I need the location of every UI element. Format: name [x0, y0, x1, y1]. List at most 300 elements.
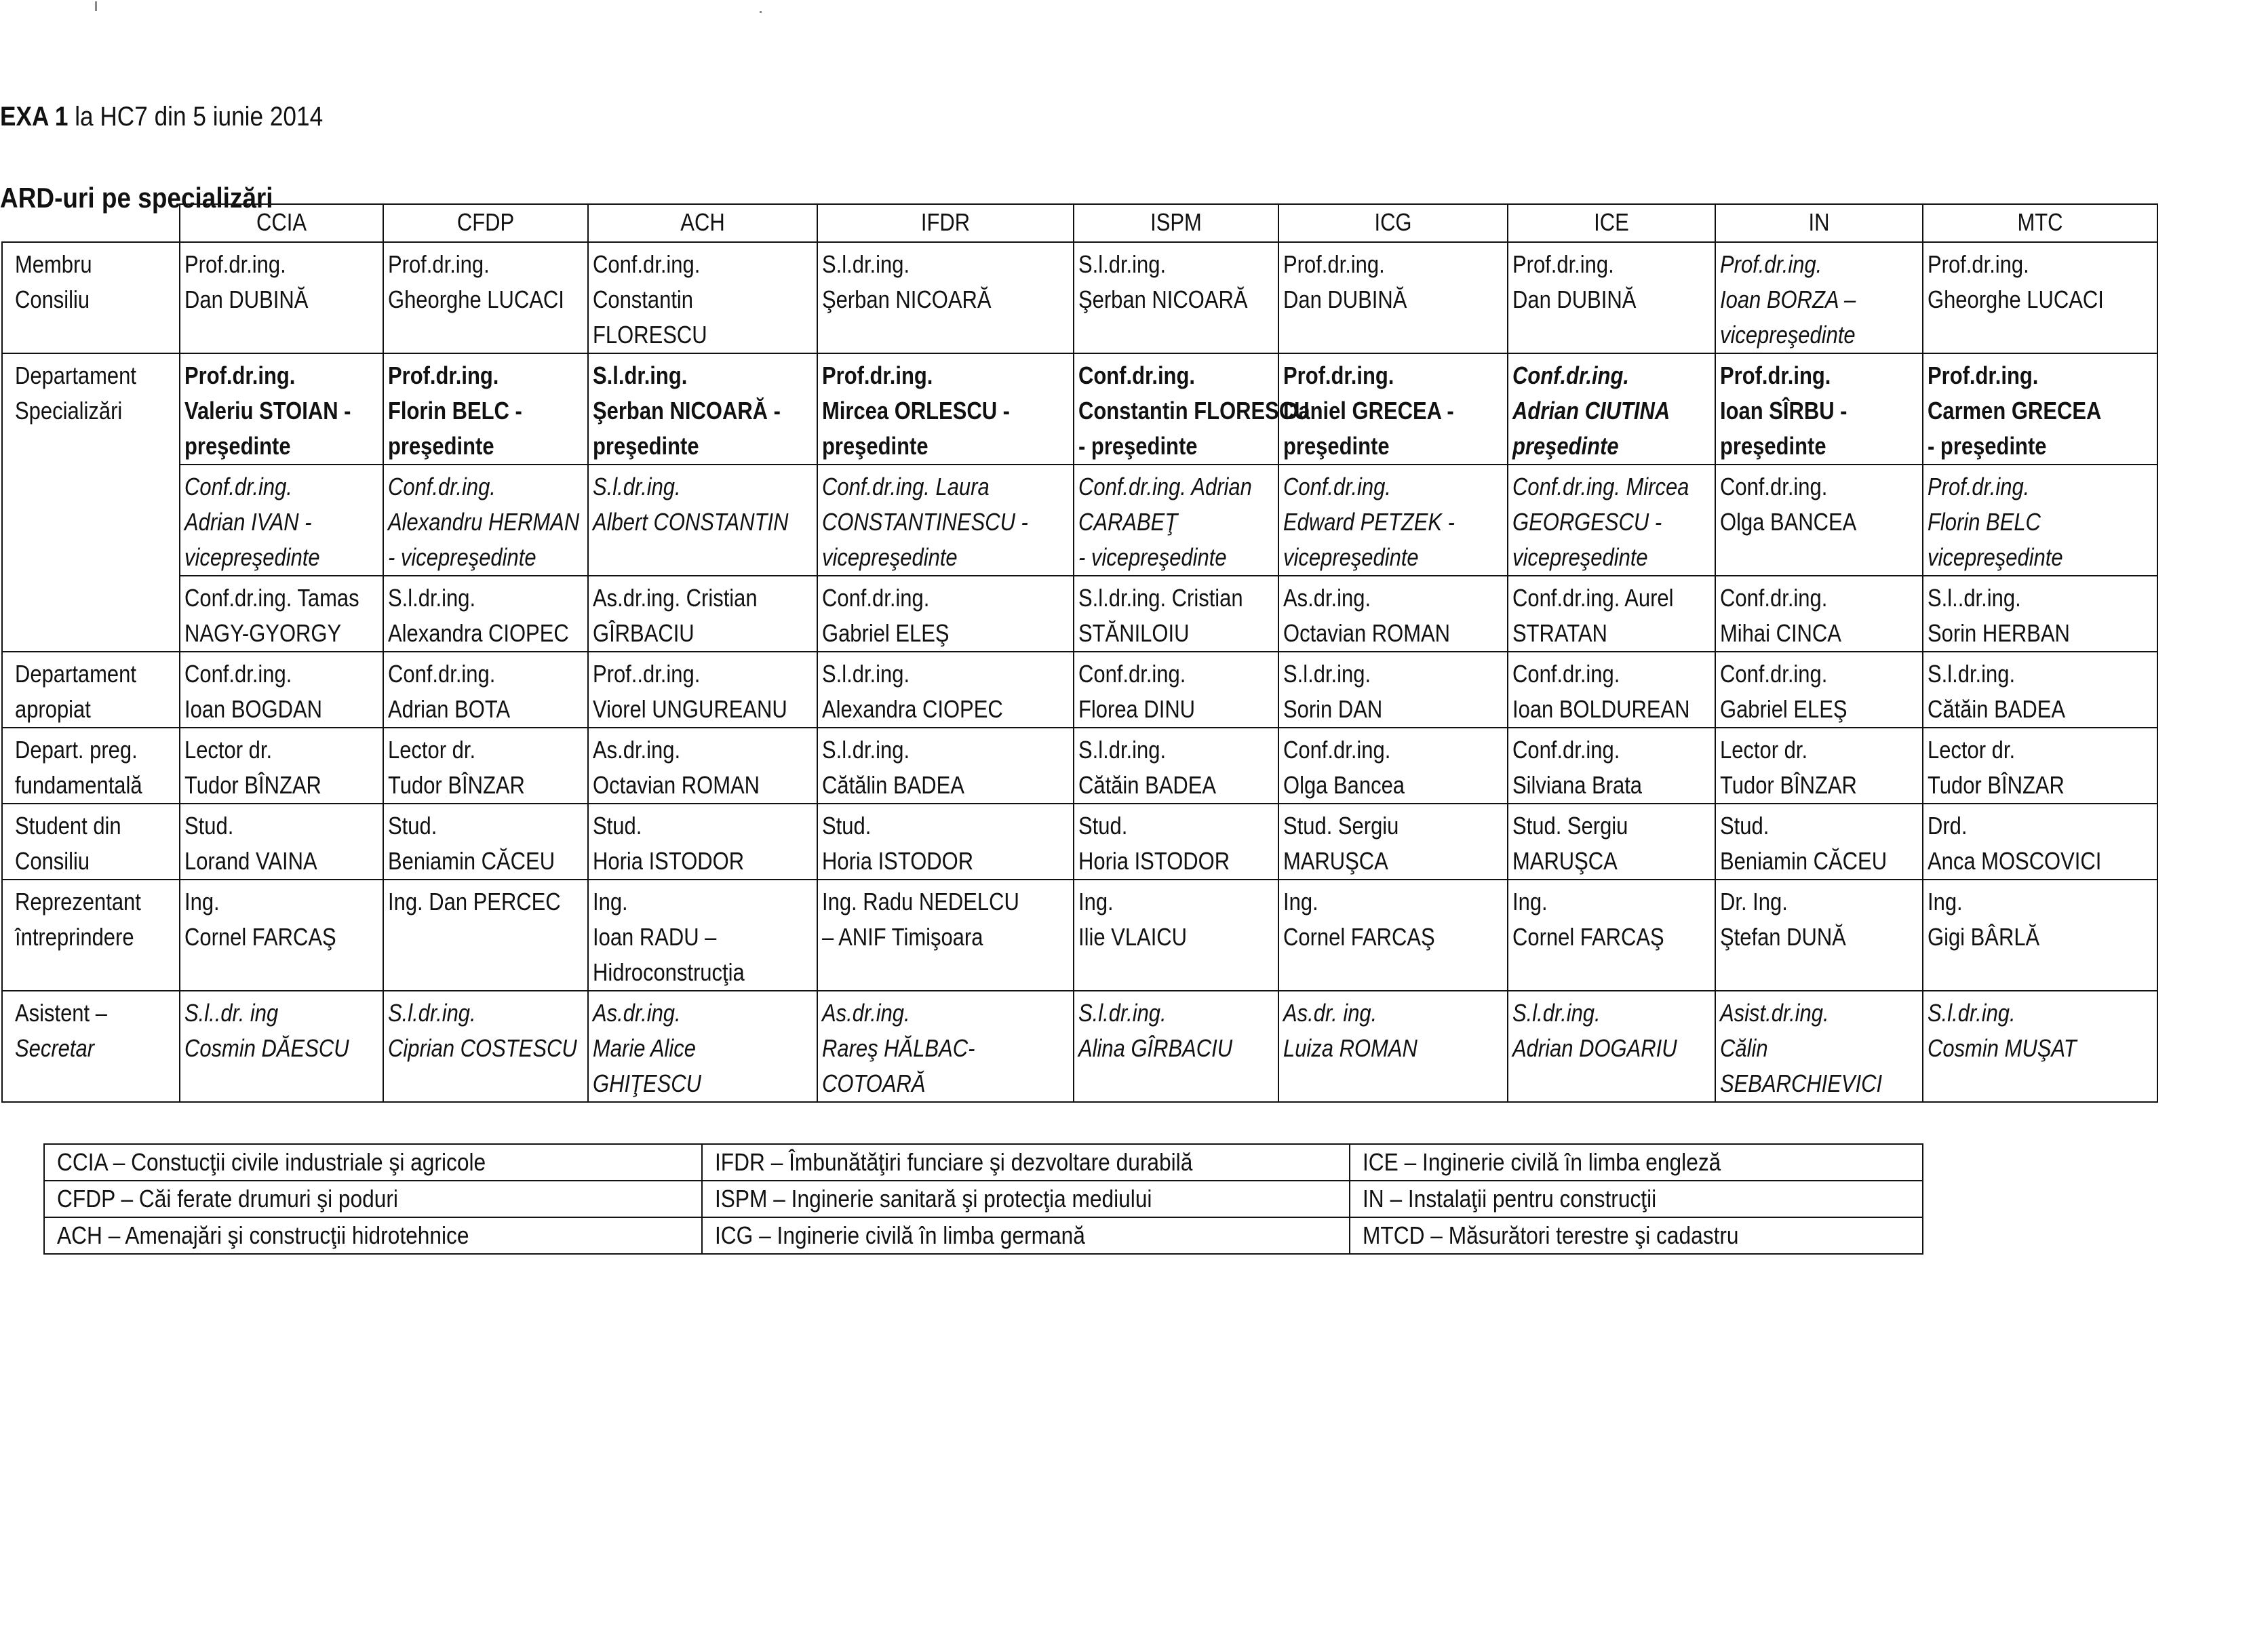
cell-cfdp — [383, 353, 588, 465]
cell-line: Conf.dr.ing. — [1720, 584, 1828, 612]
cell-ifdr — [817, 728, 1074, 804]
cell-line: GÎRBACIU — [593, 619, 695, 647]
cell-ispm — [1074, 728, 1278, 804]
cell-line: Edward PETZEK - — [1283, 508, 1455, 536]
cell-line: Dr. Ing. — [1720, 888, 1788, 916]
cell-ispm — [1074, 652, 1278, 728]
specializations-table — [1, 203, 2158, 1103]
cell-line: Conf.dr.ing. Tamas — [184, 584, 359, 612]
cell-cfdp — [383, 652, 588, 728]
cell-mtc — [1923, 991, 2157, 1102]
cell-mtc — [1923, 576, 2157, 652]
cell-line: Cornel FARCAŞ — [184, 923, 336, 951]
header-corner-cell — [2, 204, 180, 242]
cell-line: Olga Bancea — [1283, 771, 1405, 799]
cell-line: Alexandru HERMAN — [388, 508, 580, 536]
table-row — [2, 576, 2157, 652]
legend-text: ACH – Amenajări şi construcţii hidrotehnice — [57, 1221, 469, 1249]
cell-in — [1715, 880, 1923, 991]
row-label-line: apropiat — [15, 695, 91, 723]
cell-line: Tudor BÎNZAR — [1720, 771, 1857, 799]
cell-line: Gabriel ELEŞ — [1720, 695, 1847, 723]
cell-line: vicepreşedinte — [184, 543, 320, 571]
legend-entry — [1350, 1181, 1923, 1217]
cell-ice — [1508, 465, 1715, 576]
cell-line: S.l.dr.ing. — [822, 660, 910, 688]
cell-line: Conf.dr.ing. Aurel — [1512, 584, 1674, 612]
cell-line: preşedinte — [1720, 432, 1826, 460]
cell-ice — [1508, 242, 1715, 353]
cell-line: GHIŢESCU — [593, 1069, 701, 1097]
cell-line: Ing. — [1512, 888, 1548, 916]
cell-icg — [1278, 728, 1508, 804]
cell-line: - preşedinte — [1078, 432, 1198, 460]
row-label-cell — [2, 880, 180, 991]
cell-line: vicepreşedinte — [822, 543, 958, 571]
cell-line: Şerban NICOARĂ - — [593, 397, 781, 425]
cell-line: Dan DUBINĂ — [184, 286, 309, 313]
cell-line: Tudor BÎNZAR — [184, 771, 321, 799]
cell-line: Florin BELC — [1928, 508, 2041, 536]
legend-text: MTCD – Măsurători terestre şi cadastru — [1363, 1221, 1739, 1249]
cell-ccia — [180, 465, 383, 576]
legend-text: CCIA – Constucţii civile industriale şi agricole — [57, 1148, 486, 1176]
cell-line: Ioan SÎRBU - — [1720, 397, 1847, 425]
annex-label: EXA 1 — [0, 102, 69, 132]
scan-mark — [760, 11, 762, 13]
cell-line: preşedinte — [388, 432, 494, 460]
cell-ifdr — [817, 804, 1074, 880]
legend-entry — [702, 1217, 1350, 1254]
cell-line: Prof.dr.ing. — [184, 361, 296, 389]
cell-in — [1715, 576, 1923, 652]
cell-line: Cătălin BADEA — [822, 771, 964, 799]
cell-line: vicepreşedinte — [1928, 543, 2063, 571]
column-header-label: IN — [1808, 208, 1830, 236]
cell-line: SEBARCHIEVICI — [1720, 1069, 1883, 1097]
cell-ach — [588, 804, 817, 880]
legend-text: ISPM – Inginerie sanitară şi protecţia mediului — [715, 1185, 1152, 1213]
cell-cfdp — [383, 991, 588, 1102]
cell-line: Florea DINU — [1078, 695, 1196, 723]
cell-line: Conf.dr.ing. — [1512, 736, 1620, 764]
cell-line: Prof.dr.ing. — [1928, 473, 2030, 500]
cell-line: Călin — [1720, 1034, 1768, 1062]
cell-ice — [1508, 804, 1715, 880]
cell-line: Silviana Brata — [1512, 771, 1643, 799]
cell-line: Stud. — [1078, 812, 1128, 840]
cell-line: Beniamin CĂCEU — [388, 847, 555, 875]
cell-line: Alexandra CIOPEC — [388, 619, 569, 647]
cell-line: Ioan BOLDUREAN — [1512, 695, 1690, 723]
cell-cfdp — [383, 804, 588, 880]
cell-line: Drd. — [1928, 812, 1968, 840]
cell-ispm — [1074, 465, 1278, 576]
cell-line: Prof.dr.ing. — [184, 250, 286, 278]
cell-ccia — [180, 991, 383, 1102]
table-row — [2, 353, 2157, 465]
cell-line: Tudor BÎNZAR — [1928, 771, 2065, 799]
cell-line: Conf.dr.ing. — [1512, 361, 1629, 389]
cell-line: Adrian IVAN - — [184, 508, 312, 536]
cell-mtc — [1923, 880, 2157, 991]
cell-line: As.dr.ing. — [593, 999, 681, 1027]
cell-line: Valeriu STOIAN - — [184, 397, 351, 425]
cell-mtc — [1923, 242, 2157, 353]
cell-line: Stud. — [1720, 812, 1770, 840]
column-header-label: ICG — [1374, 208, 1412, 236]
cell-line: S.l.dr.ing. — [1928, 660, 2016, 688]
cell-mtc — [1923, 728, 2157, 804]
cell-line: Conf.dr.ing. — [1078, 660, 1186, 688]
cell-ice — [1508, 576, 1715, 652]
column-header-ach — [588, 204, 817, 242]
column-header-label: CCIA — [256, 208, 307, 236]
cell-line: S.l.dr.ing. — [822, 250, 910, 278]
cell-line: Ştefan DUNĂ — [1720, 923, 1846, 951]
cell-line: preşedinte — [822, 432, 928, 460]
row-label-line: Consiliu — [15, 847, 90, 875]
column-header-label: IFDR — [920, 208, 971, 236]
cell-line: Ciprian COSTESCU — [388, 1034, 577, 1062]
cell-ispm — [1074, 991, 1278, 1102]
cell-line: Gabriel ELEŞ — [822, 619, 950, 647]
row-label-line: întreprindere — [15, 923, 134, 951]
cell-line: Marie Alice — [593, 1034, 696, 1062]
cell-line: Mihai CINCA — [1720, 619, 1841, 647]
cell-line: S.l..dr.ing. — [1928, 584, 2021, 612]
cell-line: Adrian BOTA — [388, 695, 511, 723]
cell-line: S.l.dr.ing. — [1928, 999, 2016, 1027]
cell-ccia — [180, 576, 383, 652]
cell-icg — [1278, 242, 1508, 353]
legend-entry — [1350, 1144, 1923, 1181]
annex-reference — [0, 102, 323, 132]
cell-line: MARUŞCA — [1512, 847, 1618, 875]
cell-ccia — [180, 880, 383, 991]
cell-line: As.dr.ing. — [593, 736, 681, 764]
cell-line: Conf.dr.ing. — [1283, 473, 1391, 500]
cell-icg — [1278, 991, 1508, 1102]
cell-ispm — [1074, 880, 1278, 991]
cell-in — [1715, 804, 1923, 880]
row-label-line: Secretar — [15, 1034, 95, 1062]
cell-line: Luiza ROMAN — [1283, 1034, 1418, 1062]
cell-line: Conf.dr.ing. — [184, 473, 292, 500]
cell-line: preşedinte — [184, 432, 291, 460]
cell-in — [1715, 991, 1923, 1102]
cell-ice — [1508, 728, 1715, 804]
cell-line: Prof.dr.ing. — [1928, 250, 2029, 278]
cell-icg — [1278, 804, 1508, 880]
cell-ifdr — [817, 991, 1074, 1102]
cell-line: Horia ISTODOR — [1078, 847, 1230, 875]
cell-line: S.l.dr.ing. — [1078, 736, 1167, 764]
cell-line: preşedinte — [593, 432, 699, 460]
column-header-label: ISPM — [1150, 208, 1202, 236]
column-header-label: CFDP — [456, 208, 515, 236]
cell-line: – ANIF Timişoara — [822, 923, 983, 951]
cell-ispm — [1074, 353, 1310, 465]
cell-ispm — [1074, 576, 1278, 652]
cell-line: Ing. Radu NEDELCU — [822, 888, 1019, 916]
legend-entry — [1350, 1217, 1923, 1254]
cell-line: Conf.dr.ing. Laura — [822, 473, 990, 500]
cell-line: Constantin FLORESCU — [1078, 397, 1310, 425]
cell-line: Stud. — [184, 812, 234, 840]
legend-entry — [44, 1217, 702, 1254]
cell-line: Conf.dr.ing. — [1512, 660, 1620, 688]
cell-line: Anca MOSCOVICI — [1928, 847, 2102, 875]
legend-entry — [44, 1181, 702, 1217]
cell-line: S.l.dr.ing. — [388, 584, 476, 612]
row-label-line: Asistent – — [15, 999, 107, 1027]
cell-line: S.l.dr.ing. — [593, 473, 681, 500]
cell-line: Asist.dr.ing. — [1720, 999, 1829, 1027]
cell-line: Sorin DAN — [1283, 695, 1383, 723]
cell-line: As.dr.ing. — [1283, 584, 1371, 612]
cell-ach — [588, 353, 817, 465]
cell-line: As.dr.ing. Cristian — [593, 584, 758, 612]
legend-entry — [44, 1144, 702, 1181]
column-header-ice — [1508, 204, 1715, 242]
cell-line: Prof.dr.ing. — [1283, 361, 1394, 389]
cell-in — [1715, 465, 1923, 576]
row-label-line: fundamentală — [15, 771, 142, 799]
cell-line: Prof.dr.ing. — [1512, 250, 1614, 278]
cell-line: Alina GÎRBACIU — [1078, 1034, 1233, 1062]
cell-line: Dan DUBINĂ — [1283, 286, 1407, 313]
cell-ice — [1508, 880, 1715, 991]
cell-line: Albert CONSTANTIN — [593, 508, 789, 536]
annex-date: la HC7 din 5 iunie 2014 — [68, 102, 324, 132]
cell-line: Ing. — [1283, 888, 1318, 916]
row-label-line: Departament — [15, 361, 136, 389]
cell-ccia — [180, 804, 383, 880]
legend-entry — [702, 1144, 1350, 1181]
cell-line: S.l.dr.ing. — [593, 361, 688, 389]
table-row — [2, 804, 2157, 880]
cell-line: Gigi BÂRLĂ — [1928, 923, 2040, 951]
cell-line: CONSTANTINESCU - — [822, 508, 1028, 536]
cell-icg — [1278, 652, 1508, 728]
cell-line: Lector dr. — [1928, 736, 2016, 764]
cell-line: Ioan BORZA – — [1720, 286, 1856, 313]
cell-line: Conf.dr.ing. — [1283, 736, 1391, 764]
row-label-line: Departament — [15, 660, 136, 688]
cell-line: Lector dr. — [388, 736, 476, 764]
cell-line: Conf.dr.ing. — [1720, 660, 1828, 688]
cell-ice — [1508, 353, 1715, 465]
cell-line: Hidroconstrucţia — [593, 958, 745, 986]
table-row — [2, 652, 2157, 728]
cell-line: Horia ISTODOR — [593, 847, 745, 875]
row-label-line: Membru — [15, 250, 92, 278]
cell-icg — [1278, 576, 1508, 652]
legend-row — [44, 1144, 1923, 1181]
cell-line: Cosmin MUŞAT — [1928, 1034, 2077, 1062]
cell-line: Viorel UNGUREANU — [593, 695, 787, 723]
cell-line: Ing. — [1078, 888, 1114, 916]
cell-line: S.l.dr.ing. — [1512, 999, 1601, 1027]
cell-line: Gheorghe LUCACI — [1928, 286, 2104, 313]
cell-in — [1715, 652, 1923, 728]
cell-line: - preşedinte — [1928, 432, 2047, 460]
cell-line: Prof.dr.ing. — [822, 361, 933, 389]
cell-ccia — [180, 652, 383, 728]
cell-line: Lector dr. — [1720, 736, 1808, 764]
table-row — [2, 242, 2157, 353]
cell-line: Conf.dr.ing. Adrian — [1078, 473, 1252, 500]
cell-ispm — [1074, 242, 1278, 353]
row-label-line: Consiliu — [15, 286, 90, 313]
cell-line: Adrian CIUTINA — [1512, 397, 1670, 425]
table-row — [2, 728, 2157, 804]
cell-ach — [588, 728, 817, 804]
cell-line: S.l.dr.ing. — [388, 999, 476, 1027]
row-label-cell — [2, 353, 180, 652]
cell-line: MARUŞCA — [1283, 847, 1388, 875]
cell-line: Horia ISTODOR — [822, 847, 974, 875]
row-label-line: Depart. preg. — [15, 736, 138, 764]
row-label-line: Reprezentant — [15, 888, 141, 916]
cell-cfdp — [383, 576, 588, 652]
cell-in — [1715, 353, 1923, 465]
cell-line: S.l.dr.ing. — [1078, 999, 1167, 1027]
cell-ccia — [180, 353, 383, 465]
column-header-icg — [1278, 204, 1508, 242]
cell-line: CARABEŢ — [1078, 508, 1178, 536]
abbreviation-legend — [43, 1143, 1923, 1255]
cell-line: vicepreşedinte — [1283, 543, 1419, 571]
cell-line: Prof..dr.ing. — [593, 660, 701, 688]
cell-line: NAGY-GYORGY — [184, 619, 342, 647]
cell-line: vicepreşedinte — [1512, 543, 1648, 571]
cell-line: Constantin — [593, 286, 694, 313]
cell-line: Prof.dr.ing. — [388, 250, 490, 278]
cell-line: Olga BANCEA — [1720, 508, 1857, 536]
cell-line: Cătăin BADEA — [1928, 695, 2066, 723]
cell-ispm — [1074, 804, 1278, 880]
column-header-row — [2, 204, 2157, 242]
cell-line: Conf.dr.ing. — [388, 473, 496, 500]
cell-line: Stud. — [388, 812, 437, 840]
cell-mtc — [1923, 353, 2157, 465]
cell-line: S.l.dr.ing. — [1078, 250, 1167, 278]
column-header-label: MTC — [2017, 208, 2063, 236]
column-header-in — [1715, 204, 1923, 242]
legend-text: IFDR – Îmbunătăţiri funciare şi dezvoltare durabilă — [715, 1148, 1193, 1176]
row-label-cell — [2, 728, 180, 804]
cell-line: Ing. — [593, 888, 628, 916]
cell-line: - vicepreşedinte — [388, 543, 536, 571]
cell-line: Adrian DOGARIU — [1512, 1034, 1677, 1062]
cell-line: Dan DUBINĂ — [1512, 286, 1637, 313]
cell-line: Prof.dr.ing. — [1720, 250, 1822, 278]
cell-line: Şerban NICOARĂ — [822, 286, 992, 313]
cell-line: Conf.dr.ing. — [1078, 361, 1195, 389]
cell-in — [1715, 728, 1923, 804]
column-header-ifdr — [817, 204, 1074, 242]
cell-ifdr — [817, 652, 1074, 728]
column-header-label: ICE — [1594, 208, 1629, 236]
cell-ach — [588, 576, 817, 652]
cell-in — [1715, 242, 1923, 353]
cell-line: Cornel FARCAŞ — [1283, 923, 1435, 951]
cell-line: vicepreşedinte — [1720, 321, 1856, 349]
legend-text: ICE – Inginerie civilă în limba engleză — [1363, 1148, 1721, 1176]
cell-ifdr — [817, 353, 1074, 465]
column-header-cfdp — [383, 204, 588, 242]
table-row — [2, 880, 2157, 991]
row-label-cell — [2, 991, 180, 1102]
cell-ach — [588, 880, 817, 991]
cell-line: S.l..dr. ing — [184, 999, 279, 1027]
table-title: ARD-uri pe specializări — [0, 182, 273, 214]
cell-line: Conf.dr.ing. Mircea — [1512, 473, 1689, 500]
cell-line: Mircea ORLESCU - — [822, 397, 1010, 425]
cell-line: Carmen GRECEA — [1928, 397, 2102, 425]
column-header-ccia — [180, 204, 383, 242]
cell-cfdp — [383, 728, 588, 804]
cell-line: Prof.dr.ing. — [1720, 361, 1831, 389]
cell-line: Conf.dr.ing. — [593, 250, 701, 278]
row-label-line: Specializări — [15, 397, 123, 425]
cell-line: Cornel FARCAŞ — [1512, 923, 1664, 951]
cell-line: Alexandra CIOPEC — [822, 695, 1003, 723]
cell-line: Ing. Dan PERCEC — [388, 888, 561, 916]
row-label-cell — [2, 804, 180, 880]
cell-line: As.dr. ing. — [1283, 999, 1377, 1027]
cell-line: Cosmin DĂESCU — [184, 1034, 349, 1062]
row-label-line: Student din — [15, 812, 121, 840]
row-label-cell — [2, 652, 180, 728]
cell-line: Prof.dr.ing. — [388, 361, 499, 389]
column-header-mtc — [1923, 204, 2157, 242]
cell-line: Ing. — [1928, 888, 1963, 916]
cell-line: COTOARĂ — [822, 1069, 926, 1097]
cell-mtc — [1923, 652, 2157, 728]
cell-line: Gheorghe LUCACI — [388, 286, 564, 313]
cell-line: Conf.dr.ing. — [1720, 473, 1828, 500]
cell-line: Octavian ROMAN — [1283, 619, 1451, 647]
legend-row — [44, 1181, 1923, 1217]
cell-ach — [588, 652, 817, 728]
legend-row — [44, 1217, 1923, 1254]
cell-line: Rareş HĂLBAC- — [822, 1034, 975, 1062]
cell-ach — [588, 465, 817, 576]
cell-line: Conf.dr.ing. — [184, 660, 292, 688]
legend-text: CFDP – Căi ferate drumuri şi poduri — [57, 1185, 398, 1213]
cell-line: Octavian ROMAN — [593, 771, 760, 799]
table-row — [2, 465, 2157, 576]
cell-line: Ilie VLAICU — [1078, 923, 1188, 951]
cell-line: Stud. Sergiu — [1283, 812, 1399, 840]
cell-line: Prof.dr.ing. — [1928, 361, 2039, 389]
cell-line: FLORESCU — [593, 321, 707, 349]
cell-mtc — [1923, 804, 2157, 880]
table-row — [2, 991, 2157, 1102]
cell-mtc — [1923, 465, 2157, 576]
cell-line: preşedinte — [1283, 432, 1390, 460]
cell-line: Ioan RADU – — [593, 923, 717, 951]
cell-line: Conf.dr.ing. — [388, 660, 496, 688]
cell-line: Florin BELC - — [388, 397, 522, 425]
cell-line: Ioan BOGDAN — [184, 695, 323, 723]
legend-text: IN – Instalaţii pentru construcţii — [1363, 1185, 1657, 1213]
cell-line: preşedinte — [1512, 432, 1619, 460]
cell-icg — [1278, 465, 1508, 576]
